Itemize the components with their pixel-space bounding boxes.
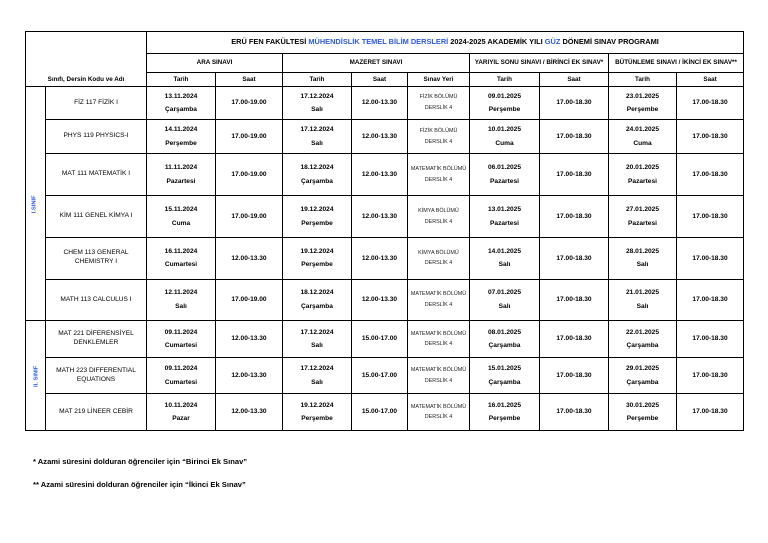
final-day: Cuma: [495, 139, 514, 147]
mazeret-time: 15.00-17.00: [352, 357, 408, 394]
mazeret-time: 12.00-13.30: [352, 153, 408, 196]
final-time: 17.00-18.30: [540, 238, 609, 280]
mazeret-date: 17.12.2024: [300, 328, 334, 336]
but-time: 17.00-18.30: [677, 321, 744, 358]
ara-time: 12.00-13.30: [216, 394, 283, 431]
mazeret-date-cell: [283, 321, 352, 358]
final-day: Çarşamba: [488, 342, 521, 350]
mazeret-time: 15.00-17.00: [352, 321, 408, 358]
mazeret-date: 19.12.2024: [300, 247, 334, 255]
final-time: 17.00-18.30: [540, 394, 609, 431]
ara-date: 10.11.2024: [164, 401, 198, 409]
final-day: Çarşamba: [488, 378, 521, 386]
ara-day: Cumartesi: [164, 261, 198, 269]
ara-date-cell: [147, 153, 216, 196]
title-prefix: ERÜ FEN FAKÜLTESİ: [231, 37, 307, 47]
but-date: 23.01.2025: [625, 92, 659, 100]
mazeret-time: 12.00-13.30: [352, 279, 408, 321]
year-cell: [26, 86, 46, 321]
ara-date: 11.11.2024: [164, 164, 198, 172]
final-date: 07.01.2025: [487, 289, 521, 297]
ara-date: 14.11.2024: [164, 126, 198, 134]
mazeret-date: 17.12.2024: [300, 365, 334, 373]
course-name: KİM 111 GENEL KİMYA I: [46, 196, 147, 238]
course-name: CHEM 113 GENERAL CHEMISTRY I: [46, 238, 147, 280]
but-time: 17.00-18.30: [677, 279, 744, 321]
final-day: Salı: [498, 303, 511, 310]
ara-time: 12.00-13.30: [216, 238, 283, 280]
but-date: 28.01.2025: [625, 247, 659, 255]
ara-date: 15.11.2024: [164, 206, 198, 214]
mazeret-date-cell: [283, 238, 352, 280]
ara-date: 12.11.2024: [164, 289, 198, 297]
ara-day: Cumartesi: [164, 378, 198, 386]
final-date: 10.01.2025: [487, 126, 521, 134]
final-day: Pazartesi: [490, 177, 519, 185]
mazeret-date: 18.12.2024: [300, 289, 334, 297]
mazeret-time: 12.00-13.30: [352, 196, 408, 238]
mazeret-time: 12.00-13.30: [352, 120, 408, 154]
mazeret-room: KİMYA BÖLÜMÜ DERSLİK 4: [408, 238, 470, 280]
ara-date-cell: [147, 321, 216, 358]
course-name: MAT 219 LİNEER CEBİR: [46, 394, 147, 431]
but-date: 29.01.2025: [625, 365, 659, 373]
ara-date-cell: [147, 394, 216, 431]
final-time: 17.00-18.30: [540, 321, 609, 358]
but-time: 17.00-18.30: [677, 357, 744, 394]
ara-date: 09.11.2024: [164, 328, 198, 336]
year-label: I.SINIF: [32, 195, 39, 214]
mazeret-room: FİZİK BÖLÜMÜ DERSLİK 4: [408, 86, 470, 120]
final-date-cell: [470, 279, 540, 321]
final-time: 17.00-18.30: [540, 196, 609, 238]
but-date: 27.01.2025: [625, 206, 659, 214]
col-header-date: Tarih: [470, 72, 540, 86]
group-header-final: YARIYIL SONU SINAVI / BİRİNCİ EK SINAV*: [470, 54, 609, 72]
mazeret-date-cell: [283, 394, 352, 431]
final-time: 17.00-18.30: [540, 120, 609, 154]
final-date-cell: [470, 394, 540, 431]
final-date-cell: [470, 238, 540, 280]
ara-time: 12.00-13.30: [216, 357, 283, 394]
ara-day: Cumartesi: [164, 342, 198, 350]
mazeret-date: 17.12.2024: [300, 92, 334, 100]
mazeret-day: Perşembe: [301, 261, 333, 269]
ara-day: Çarşamba: [165, 106, 197, 114]
ara-time: 17.00-19.00: [216, 196, 283, 238]
final-date: 09.01.2025: [487, 92, 521, 100]
final-day: Perşembe: [488, 106, 521, 114]
mazeret-room: MATEMATİK BÖLÜMÜ DERSLİK 4: [408, 357, 470, 394]
table-row: [26, 357, 744, 394]
col-header-date: Tarih: [283, 72, 352, 86]
final-date-cell: [470, 321, 540, 358]
ara-date-cell: [147, 86, 216, 120]
final-date-cell: [470, 86, 540, 120]
mazeret-room: MATEMATİK BÖLÜMÜ DERSLİK 4: [408, 321, 470, 358]
but-date-cell: [609, 238, 677, 280]
course-name: MAT 111 MATEMATİK I: [46, 153, 147, 196]
ara-date-cell: [147, 279, 216, 321]
final-date: 15.01.2025: [487, 365, 521, 373]
mazeret-day: Salı: [311, 139, 323, 147]
but-day: Perşembe: [626, 106, 659, 114]
title-middle: 2024-2025 AKADEMİK YILI: [450, 37, 543, 47]
course-name: FİZ 117 FİZİK I: [46, 86, 147, 120]
but-day: Cuma: [633, 139, 652, 147]
but-date-cell: [609, 86, 677, 120]
mazeret-room: KİMYA BÖLÜMÜ DERSLİK 4: [408, 196, 470, 238]
final-date-cell: [470, 357, 540, 394]
table-row: [26, 238, 744, 280]
table-row: [26, 153, 744, 196]
but-time: 17.00-18.30: [677, 238, 744, 280]
but-day: Salı: [636, 303, 649, 310]
page-title: [147, 32, 744, 54]
ara-date: 16.11.2024: [164, 247, 198, 255]
col-header-time: Saat: [216, 72, 283, 86]
mazeret-day: Salı: [311, 378, 323, 386]
col-header-room: Sınav Yeri: [408, 72, 470, 86]
ara-day: Pazartesi: [166, 177, 196, 185]
mazeret-room: MATEMATİK BÖLÜMÜ DERSLİK 4: [408, 394, 470, 431]
but-time: 17.00-18.30: [677, 153, 744, 196]
final-date: 16.01.2025: [487, 401, 521, 409]
but-date-cell: [609, 196, 677, 238]
table-row: [26, 394, 744, 431]
mazeret-time: 12.00-13.30: [352, 238, 408, 280]
col-header-date: Tarih: [609, 72, 677, 86]
ara-time: 17.00-19.00: [216, 86, 283, 120]
mazeret-time: 15.00-17.00: [352, 394, 408, 431]
ara-date-cell: [147, 238, 216, 280]
final-time: 17.00-18.30: [540, 357, 609, 394]
mazeret-day: Çarşamba: [301, 177, 333, 185]
but-time: 17.00-18.30: [677, 86, 744, 120]
ara-time: 17.00-19.00: [216, 153, 283, 196]
course-name: MATH 113 CALCULUS I: [46, 279, 147, 321]
but-day: Çarşamba: [626, 378, 659, 386]
mazeret-date: 19.12.2024: [300, 401, 334, 409]
ara-date: 13.11.2024: [164, 92, 198, 100]
but-day: Pazartesi: [628, 177, 657, 185]
table-row: [26, 321, 744, 358]
table-row: [26, 120, 744, 154]
ara-time: 12.00-13.30: [216, 321, 283, 358]
mazeret-room: FİZİK BÖLÜMÜ DERSLİK 4: [408, 120, 470, 154]
col-header-date: Tarih: [147, 72, 216, 86]
ara-time: 17.00-19.00: [216, 279, 283, 321]
but-time: 17.00-18.30: [677, 196, 744, 238]
but-day: Perşembe: [626, 415, 659, 423]
col-header-time: Saat: [352, 72, 408, 86]
but-date-cell: [609, 394, 677, 431]
exam-schedule-table: [25, 31, 744, 431]
final-date-cell: [470, 120, 540, 154]
final-date-cell: [470, 196, 540, 238]
group-header-mazeret: MAZERET SINAVI: [283, 54, 470, 72]
year-label: II. SINIF: [33, 365, 40, 387]
but-date: 22.01.2025: [625, 328, 659, 336]
year-cell: [26, 321, 46, 431]
course-name: MAT 221 DİFERENSİYEL DENKLEMLER: [46, 321, 147, 358]
title-suffix: DÖNEMİ SINAV PROGRAMI: [562, 37, 659, 47]
mazeret-day: Perşembe: [301, 415, 333, 423]
ara-date-cell: [147, 357, 216, 394]
col-header-time: Saat: [540, 72, 609, 86]
final-date: 08.01.2025: [487, 328, 521, 336]
mazeret-date-cell: [283, 196, 352, 238]
footnote-1: * Azami süresini dolduran öğrenciler için “Birinci Ek Sınav”: [33, 457, 248, 466]
ara-day: Perşembe: [165, 139, 197, 147]
mazeret-date-cell: [283, 279, 352, 321]
mazeret-date-cell: [283, 86, 352, 120]
but-date-cell: [609, 120, 677, 154]
but-time: 17.00-18.30: [677, 120, 744, 154]
mazeret-time: 12.00-13.30: [352, 86, 408, 120]
group-header-but: BÜTÜNLEME SINAVI / İKİNCİ EK SINAV**: [609, 54, 744, 72]
but-day: Salı: [636, 261, 649, 269]
course-name: MATH 223 DIFFERENTIAL EQUATIONS: [46, 357, 147, 394]
final-date: 13.01.2025: [487, 206, 521, 214]
final-date-cell: [470, 153, 540, 196]
table-row: [26, 196, 744, 238]
ara-date: 09.11.2024: [164, 365, 198, 373]
mazeret-day: Salı: [311, 342, 323, 350]
final-day: Perşembe: [488, 415, 521, 423]
but-date-cell: [609, 357, 677, 394]
mazeret-date-cell: [283, 120, 352, 154]
ara-date-cell: [147, 120, 216, 154]
group-header-ara: ARA SINAVI: [147, 54, 283, 72]
table-row: [26, 86, 744, 120]
but-date: 21.01.2025: [625, 289, 659, 297]
but-day: Çarşamba: [626, 342, 659, 350]
mazeret-room: MATEMATİK BÖLÜMÜ DERSLİK 4: [408, 153, 470, 196]
but-date-cell: [609, 321, 677, 358]
final-day: Pazartesi: [490, 219, 519, 227]
final-date: 06.01.2025: [487, 164, 521, 172]
mazeret-date: 18.12.2024: [300, 164, 334, 172]
mazeret-room: MATEMATİK BÖLÜMÜ DERSLİK 4: [408, 279, 470, 321]
course-column-header: Sınıfı, Dersin Kodu ve Adı: [26, 32, 147, 87]
but-date: 20.01.2025: [625, 164, 659, 172]
ara-time: 17.00-19.00: [216, 120, 283, 154]
ara-day: Cuma: [171, 219, 191, 227]
mazeret-date-cell: [283, 153, 352, 196]
ara-day: Salı: [175, 303, 187, 310]
mazeret-day: Çarşamba: [301, 303, 333, 310]
final-time: 17.00-18.30: [540, 86, 609, 120]
table-row: [26, 279, 744, 321]
final-time: 17.00-18.30: [540, 279, 609, 321]
mazeret-date-cell: [283, 357, 352, 394]
ara-date-cell: [147, 196, 216, 238]
but-date-cell: [609, 279, 677, 321]
but-date: 24.01.2025: [625, 126, 659, 134]
mazeret-day: Salı: [311, 106, 323, 114]
final-time: 17.00-18.30: [540, 153, 609, 196]
mazeret-date: 17.12.2024: [300, 126, 334, 134]
col-header-time: Saat: [677, 72, 744, 86]
but-time: 17.00-18.30: [677, 394, 744, 431]
but-date-cell: [609, 153, 677, 196]
title-highlight: MÜHENDİSLİK TEMEL BİLİM DERSLERİ: [308, 37, 449, 47]
title-season: GÜZ: [544, 37, 561, 47]
mazeret-day: Perşembe: [301, 219, 333, 227]
but-day: Pazartesi: [628, 219, 657, 227]
but-date: 30.01.2025: [625, 401, 659, 409]
final-date: 14.01.2025: [487, 247, 521, 255]
course-name: PHYS 119 PHYSICS-I: [46, 120, 147, 154]
footnote-2: ** Azami süresini dolduran öğrenciler için “İkinci Ek Sınav”: [33, 480, 246, 489]
ara-day: Pazar: [172, 415, 190, 423]
final-day: Salı: [498, 261, 511, 269]
mazeret-date: 19.12.2024: [300, 206, 334, 214]
